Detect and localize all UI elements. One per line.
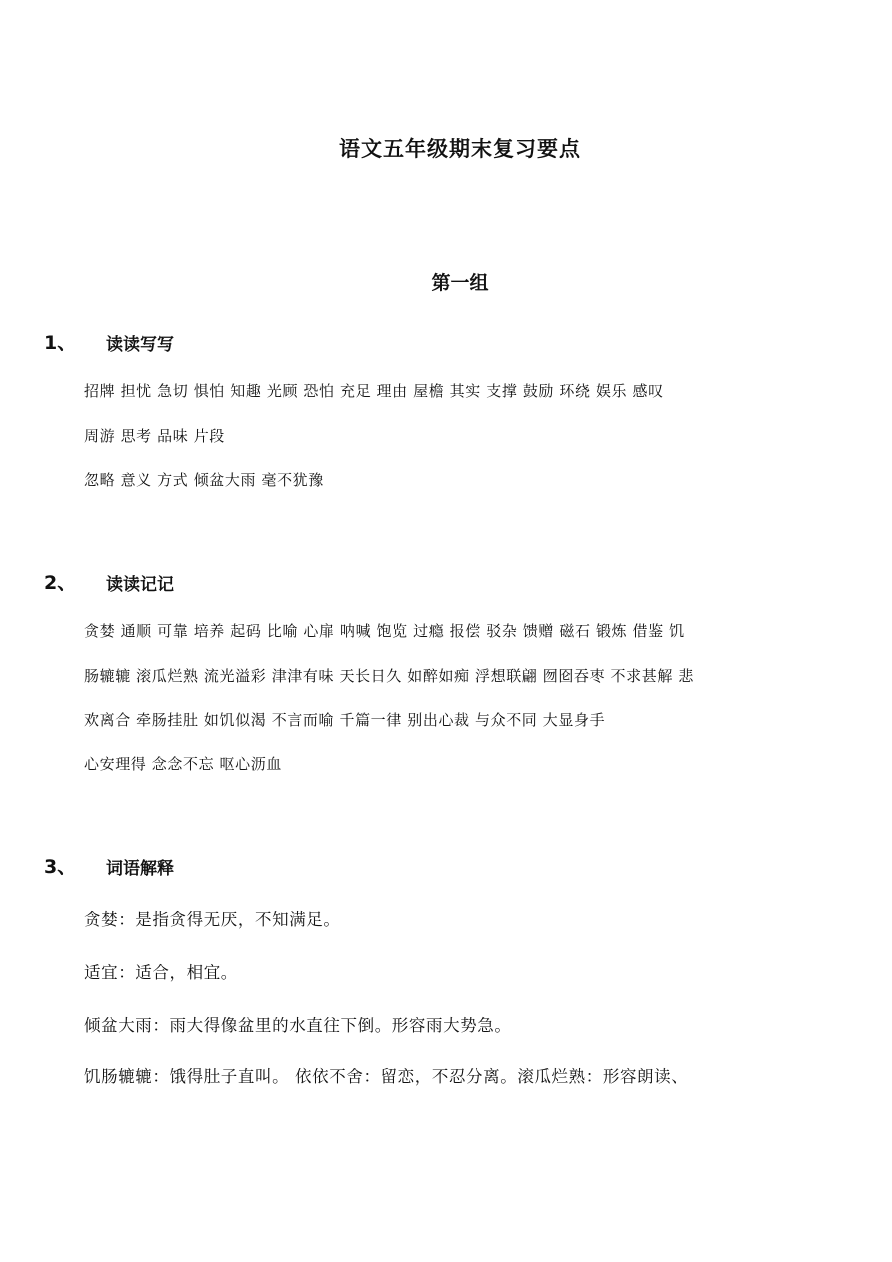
section-3-title: 词语解释 [106,859,174,879]
section-1-line-2: 周游 思考 品味 片段 [84,427,225,445]
definition-line-3: 倾盆大雨：雨大得像盆里的水直往下倒。形容雨大势急。 [84,1016,512,1035]
definition-line-4: 饥肠辘辘：饿得肚子直叫。 依依不舍：留恋，不忍分离。滚瓜烂熟：形容朗读、 [84,1067,689,1086]
definition-line-1: 贪婪：是指贪得无厌，不知满足。 [84,910,341,929]
section-1-line-3: 忽略 意义 方式 倾盆大雨 毫不犹豫 [84,471,324,489]
section-2-line-4: 心安理得 念念不忘 呕心沥血 [84,755,282,773]
section-1-title: 读读写写 [106,335,174,355]
section-2-line-3: 欢离合 牵肠挂肚 如饥似渴 不言而喻 千篇一律 别出心裁 与众不同 大显身手 [84,711,606,729]
section-2-line-1: 贪婪 通顺 可靠 培养 起码 比喻 心扉 呐喊 饱览 过瘾 报偿 驳杂 馈赠 磁石 锻炼 借鉴 饥 [84,622,685,640]
section-2-title: 读读记记 [106,575,174,595]
section-2-line-2: 肠辘辘 滚瓜烂熟 流光溢彩 津津有味 天长日久 如醉如痴 浮想联翩 囫囵吞枣 不求甚解 悲 [84,667,694,685]
definition-line-2: 适宜：适合，相宜。 [84,963,238,982]
section-3-number: 3、 [44,856,77,878]
section-2-number: 2、 [44,572,77,594]
section-1-line-1: 招牌 担忧 急切 惧怕 知趣 光顾 恐怕 充足 理由 屋檐 其实 支撑 鼓励 环绕 娱乐 感叹 [84,382,664,400]
group-title: 第一组 [431,272,489,294]
document-title: 语文五年级期末复习要点 [339,137,581,161]
section-1-number: 1、 [44,332,77,354]
